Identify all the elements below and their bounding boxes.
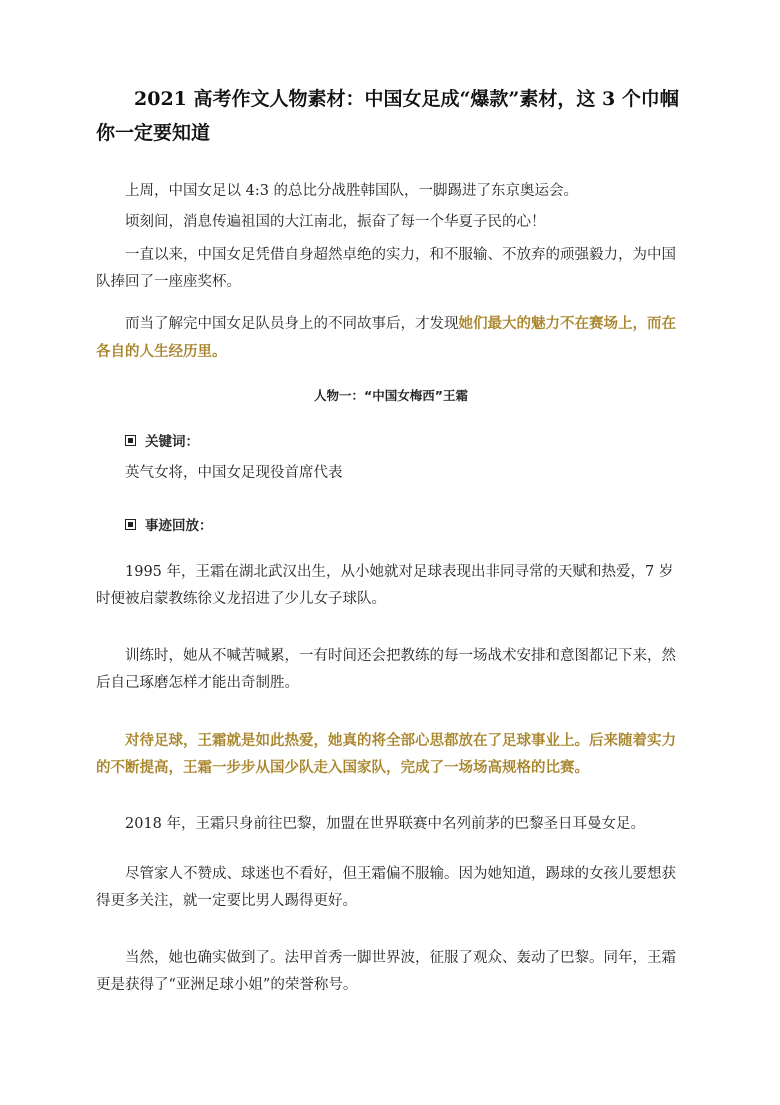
- intro-paragraph-2: 顷刻间，消息传遍祖国的大江南北，振奋了每一个华夏子民的心！: [125, 214, 546, 230]
- story-paragraph-4: 2018 年，王霜只身前往巴黎，加盟在世界联赛中名列前茅的巴黎圣日耳曼女足。: [125, 816, 646, 832]
- intro-highlight: 她们最大的魅力不在赛场上，而在各自的人生经历里。: [96, 315, 676, 360]
- story-paragraph-1: 1995 年，王霜在湖北武汉出生，从小她就对足球表现出非同寻常的天赋和热爱，7 岁时便被启蒙教练徐义龙招进了少儿女子球队。: [96, 564, 674, 607]
- keywords-text: 英气女将，中国女足现役首席代表: [125, 465, 343, 481]
- story-paragraph-6: 当然，她也确实做到了。法甲首秀一脚世界波，征服了观众、轰动了巴黎。同年，王霜更是获得了“亚洲足球小姐”的荣誉称号。: [96, 950, 676, 993]
- intro-paragraph-3: 一直以来，中国女足凭借自身超然卓绝的实力，和不服输、不放弃的顽强毅力，为中国队捧回了一座座奖杯。: [96, 247, 676, 290]
- intro-paragraph-4: [96, 310, 686, 366]
- article-title: 2021 高考作文人物素材：中国女足成“爆款”素材，这 3 个巾帼你一定要知道: [96, 88, 679, 144]
- story-label: 事迹回放：: [145, 518, 213, 534]
- intro-paragraph-1: 上周，中国女足以 4:3 的总比分战胜韩国队，一脚踢进了东京奥运会。: [125, 183, 579, 199]
- person-heading: 人物一：“中国女梅西”王霜: [314, 388, 468, 403]
- story-section-label: [125, 514, 213, 534]
- square-bullet-icon: [125, 519, 136, 530]
- story-paragraph-5: 尽管家人不赞成、球迷也不看好，但王霜偏不服输。因为她知道，踢球的女孩儿要想获得更多关注，就一定要比男人踢得更好。: [96, 866, 676, 909]
- story-paragraph-3-highlight: 对待足球，王霜就是如此热爱，她真的将全部心思都放在了足球事业上。后来随着实力的不断提高，王霜一步步从国少队走入国家队，完成了一场场高规格的比赛。: [96, 732, 676, 776]
- keywords-label: 关键词：: [145, 434, 199, 450]
- intro-paragraph-4-plain: 而当了解完中国女足队员身上的不同故事后，才发现: [125, 316, 459, 332]
- keywords-section-label: [125, 430, 199, 450]
- square-bullet-icon: [125, 435, 136, 446]
- story-paragraph-2: 训练时，她从不喊苦喊累，一有时间还会把教练的每一场战术安排和意图都记下来，然后自己琢磨怎样才能出奇制胜。: [96, 648, 676, 691]
